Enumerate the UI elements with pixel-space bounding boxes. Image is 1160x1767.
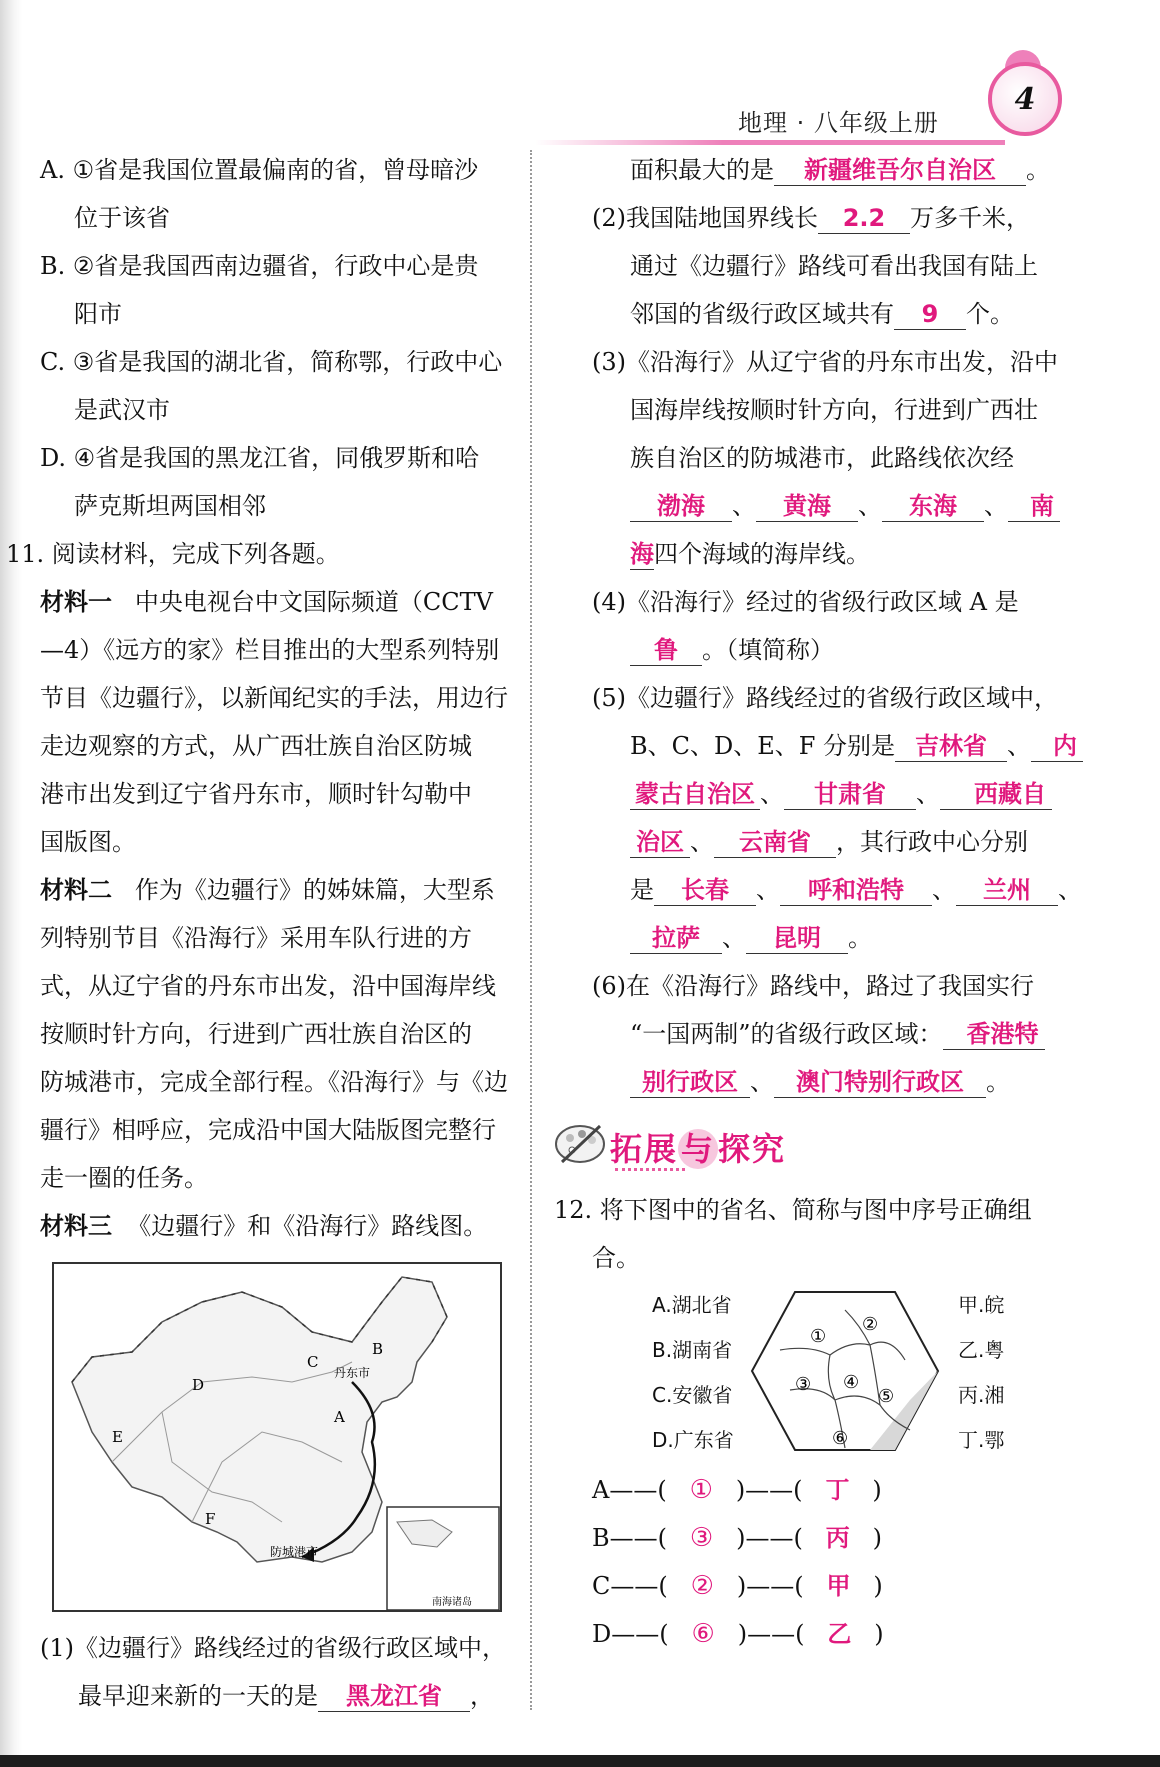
material-1-line5: 港市出发到辽宁省丹东市，顺时针勾勒中 (40, 780, 472, 808)
q6-answer-2: 澳门特别行政区 (774, 1067, 986, 1098)
province-label-b: B.湖南省 (652, 1338, 733, 1362)
q5-city-4: 拉萨 (630, 923, 722, 954)
page-edge-shadow (0, 0, 22, 1767)
option-b-line1: B. ②省是我国西南边疆省，行政中心是贵 (40, 252, 479, 280)
q12-line2: 合。 (592, 1244, 640, 1272)
hex-num-1: ① (810, 1326, 827, 1347)
section-title-mid: 与 (678, 1129, 718, 1169)
match-row-c-abbr: 甲 (826, 1572, 851, 1600)
match-row-c-number: ② (690, 1571, 714, 1601)
match-row-d-abbr: 乙 (827, 1620, 852, 1648)
material-1-line3: 节目《边疆行》，以新闻纪实的手法，用边行 (40, 684, 508, 712)
route-map (52, 1262, 502, 1612)
material-3-line1: 材料三 《边疆行》和《沿海行》路线图。 (40, 1212, 488, 1240)
section-dots (615, 1168, 685, 1171)
map-label-fangcheng: 防城港市 (270, 1545, 319, 1559)
q5-answer-2b: 蒙古自治区 (630, 779, 760, 810)
map-label-d: D (192, 1376, 205, 1394)
material-3-label: 材料三 (40, 1212, 112, 1240)
q5-line5: 是 长春 、 呼和浩特 、 兰州 、 (630, 876, 1082, 904)
q2-line1: (2)我国陆地国界线长 2.2 万多千米， (592, 204, 1030, 232)
q1-line2: 最早迎来新的一天的是 黑龙江省 ， (78, 1682, 494, 1710)
q5-city-2: 呼和浩特 (780, 875, 932, 906)
match-row-a: A——( ① )——( 丁 ) (592, 1475, 882, 1505)
q1-answer: 黑龙江省 (318, 1681, 470, 1712)
q4-line2: 鲁 。（填简称） (630, 634, 834, 666)
material-2-line3: 式，从辽宁省的丹东市出发，沿中国海岸线 (40, 972, 496, 1000)
option-d-line1: D. ④省是我国的黑龙江省，同俄罗斯和哈 (40, 444, 480, 472)
province-label-c: C.安徽省 (652, 1383, 733, 1407)
q2-answer-2: 9 (894, 299, 966, 330)
q5-line6: 拉萨 、 昆明 。 (630, 922, 872, 954)
match-row-b-number: ③ (689, 1523, 714, 1553)
map-label-c: C (307, 1353, 319, 1371)
material-1-line6: 国版图。 (40, 828, 136, 856)
abbr-label-yi: 乙.粤 (958, 1338, 1005, 1362)
column-divider (530, 150, 532, 1710)
map-label-dandong: 丹东市 (334, 1366, 371, 1380)
match-row-d-number: ⑥ (691, 1619, 715, 1649)
abbr-label-jia: 甲.皖 (958, 1293, 1005, 1317)
q3-answer-1: 渤海 (630, 491, 732, 522)
q5-answer-4b: 治区 (630, 827, 690, 858)
q4-answer: 鲁 (630, 635, 702, 666)
q3-line4: 渤海 、 黄海 、 东海 、 南 (630, 490, 1060, 522)
q3-answer-2: 黄海 (756, 491, 858, 522)
option-c-line1: C. ③省是我国的湖北省，简称鄂，行政中心 (40, 348, 503, 376)
hex-num-3: ③ (795, 1374, 812, 1395)
match-row-a-number: ① (689, 1475, 713, 1505)
abbr-label-ding: 丁.鄂 (958, 1428, 1005, 1452)
page-number-badge: 4 (988, 62, 1062, 136)
province-label-d: D.广东省 (652, 1428, 734, 1452)
material-2-line1: 材料二 作为《边疆行》的姊妹篇，大型系 (40, 876, 495, 904)
hexagon-figure (750, 1290, 940, 1452)
hex-num-6: ⑥ (832, 1428, 849, 1449)
province-label-a: A.湖北省 (652, 1293, 732, 1317)
q5-answer-1: 吉林省 (895, 731, 1007, 762)
q5-city-1: 长春 (654, 875, 756, 906)
q3-line5: 海四个海域的海岸线。 (630, 540, 870, 568)
match-row-b-abbr: 丙 (825, 1524, 850, 1552)
q3-line2: 国海岸线按顺时针方向，行进到广西壮 (630, 396, 1038, 424)
map-label-e: E (112, 1428, 123, 1446)
material-2-line2: 列特别节目《沿海行》采用车队行进的方 (40, 924, 472, 952)
q6-line2: “一国两制”的省级行政区域： 香港特 (630, 1018, 1045, 1050)
material-2-line7: 走一圈的任务。 (40, 1164, 208, 1192)
match-row-d: D——( ⑥ )——( 乙 ) (592, 1619, 884, 1649)
q3-line1: (3)《沿海行》从辽宁省的丹东市出发，沿中 (592, 348, 1058, 376)
q4-line1: (4)《沿海行》经过的省级行政区域 A 是 (592, 588, 1019, 616)
q5-answer-3: 甘肃省 (784, 779, 916, 810)
material-2-line4: 按顺时针方向，行进到广西壮族自治区的 (40, 1020, 472, 1048)
q3-answer-4a: 南 (1008, 491, 1060, 522)
map-label-a: A (334, 1408, 345, 1426)
q3-line3: 族自治区的防城港市，此路线依次经 (630, 444, 1014, 472)
q6-answer-1a: 香港特 (943, 1019, 1045, 1050)
option-b-line2: 阳市 (74, 300, 122, 328)
q5-line3: 蒙古自治区 、 甘肃省 、 西藏自 (630, 778, 1052, 810)
q5-city-3: 兰州 (956, 875, 1058, 906)
option-d-line2: 萨克斯坦两国相邻 (74, 492, 266, 520)
header-rule (535, 140, 1005, 145)
material-2-line5: 防城港市，完成全部行程。《沿海行》与《边 (40, 1068, 508, 1096)
material-2-line6: 疆行》相呼应，完成沿中国大陆版图完整行 (40, 1116, 496, 1144)
palette-icon (552, 1118, 608, 1168)
material-1-label: 材料一 (40, 588, 112, 616)
match-row-c: C——( ② )——( 甲 ) (592, 1571, 883, 1601)
q3-answer-4b: 海 (630, 540, 654, 568)
q5-answer-5: 云南省 (714, 827, 836, 858)
q2-answer: 2.2 (818, 203, 910, 234)
q3-answer-3: 东海 (882, 491, 984, 522)
abbr-label-bing: 丙.湘 (958, 1383, 1005, 1407)
q5-answer-2a: 内 (1031, 731, 1083, 762)
q5-line1: (5)《边疆行》路线经过的省级行政区域中， (592, 684, 1058, 712)
r1-line: 面积最大的是 新疆维吾尔自治区 。 (630, 156, 1050, 184)
option-c-line2: 是武汉市 (74, 396, 170, 424)
q6-line3: 别行政区 、 澳门特别行政区 。 (630, 1066, 1010, 1098)
map-label-f: F (205, 1510, 216, 1528)
material-1-line4: 走边观察的方式，从广西壮族自治区防城 (40, 732, 472, 760)
material-1-line1: 材料一 中央电视台中文国际频道（CCTV (40, 588, 493, 616)
q5-answer-4a: 西藏自 (940, 779, 1052, 810)
q1-line1: (1)《边疆行》路线经过的省级行政区域中， (40, 1634, 506, 1662)
q5-line2: B、C、D、E、F 分别是 吉林省 、 内 (630, 730, 1083, 762)
hex-num-4: ④ (843, 1372, 860, 1393)
section-title: 拓展与探究 (610, 1130, 787, 1168)
question-11: 11. 阅读材料，完成下列各题。 (6, 540, 340, 568)
option-a-line1: A. ①省是我国位置最偏南的省，曾母暗沙 (40, 156, 479, 184)
map-label-nanhai: 南海诸岛 (432, 1597, 472, 1608)
q5-line4: 治区 、 云南省 ，其行政中心分别 (630, 826, 1028, 858)
q12-line1: 12. 将下图中的省名、简称与图中序号正确组 (554, 1196, 1032, 1224)
map-label-b: B (372, 1340, 384, 1358)
r1-answer: 新疆维吾尔自治区 (774, 155, 1026, 186)
q6-answer-1b: 别行政区 (630, 1067, 750, 1098)
hex-num-2: ② (862, 1314, 879, 1335)
material-2-label: 材料二 (40, 876, 112, 904)
q6-line1: (6)在《沿海行》路线中，路过了我国实行 (592, 972, 1034, 1000)
q2-line3: 邻国的省级行政区域共有 9 个。 (630, 300, 1014, 328)
match-row-b: B——( ③ )——( 丙 ) (592, 1523, 882, 1553)
option-a-line2: 位于该省 (74, 204, 170, 232)
header-title: 地理 · 八年级上册 (738, 109, 939, 137)
bottom-bar (0, 1755, 1160, 1767)
q5-city-5: 昆明 (746, 923, 848, 954)
q2-line2: 通过《边疆行》路线可看出我国有陆上 (630, 252, 1038, 280)
material-1-line2: —4）《远方的家》栏目推出的大型系列特别 (40, 636, 500, 664)
match-row-a-abbr: 丁 (825, 1476, 850, 1504)
hex-num-5: ⑤ (878, 1386, 895, 1407)
